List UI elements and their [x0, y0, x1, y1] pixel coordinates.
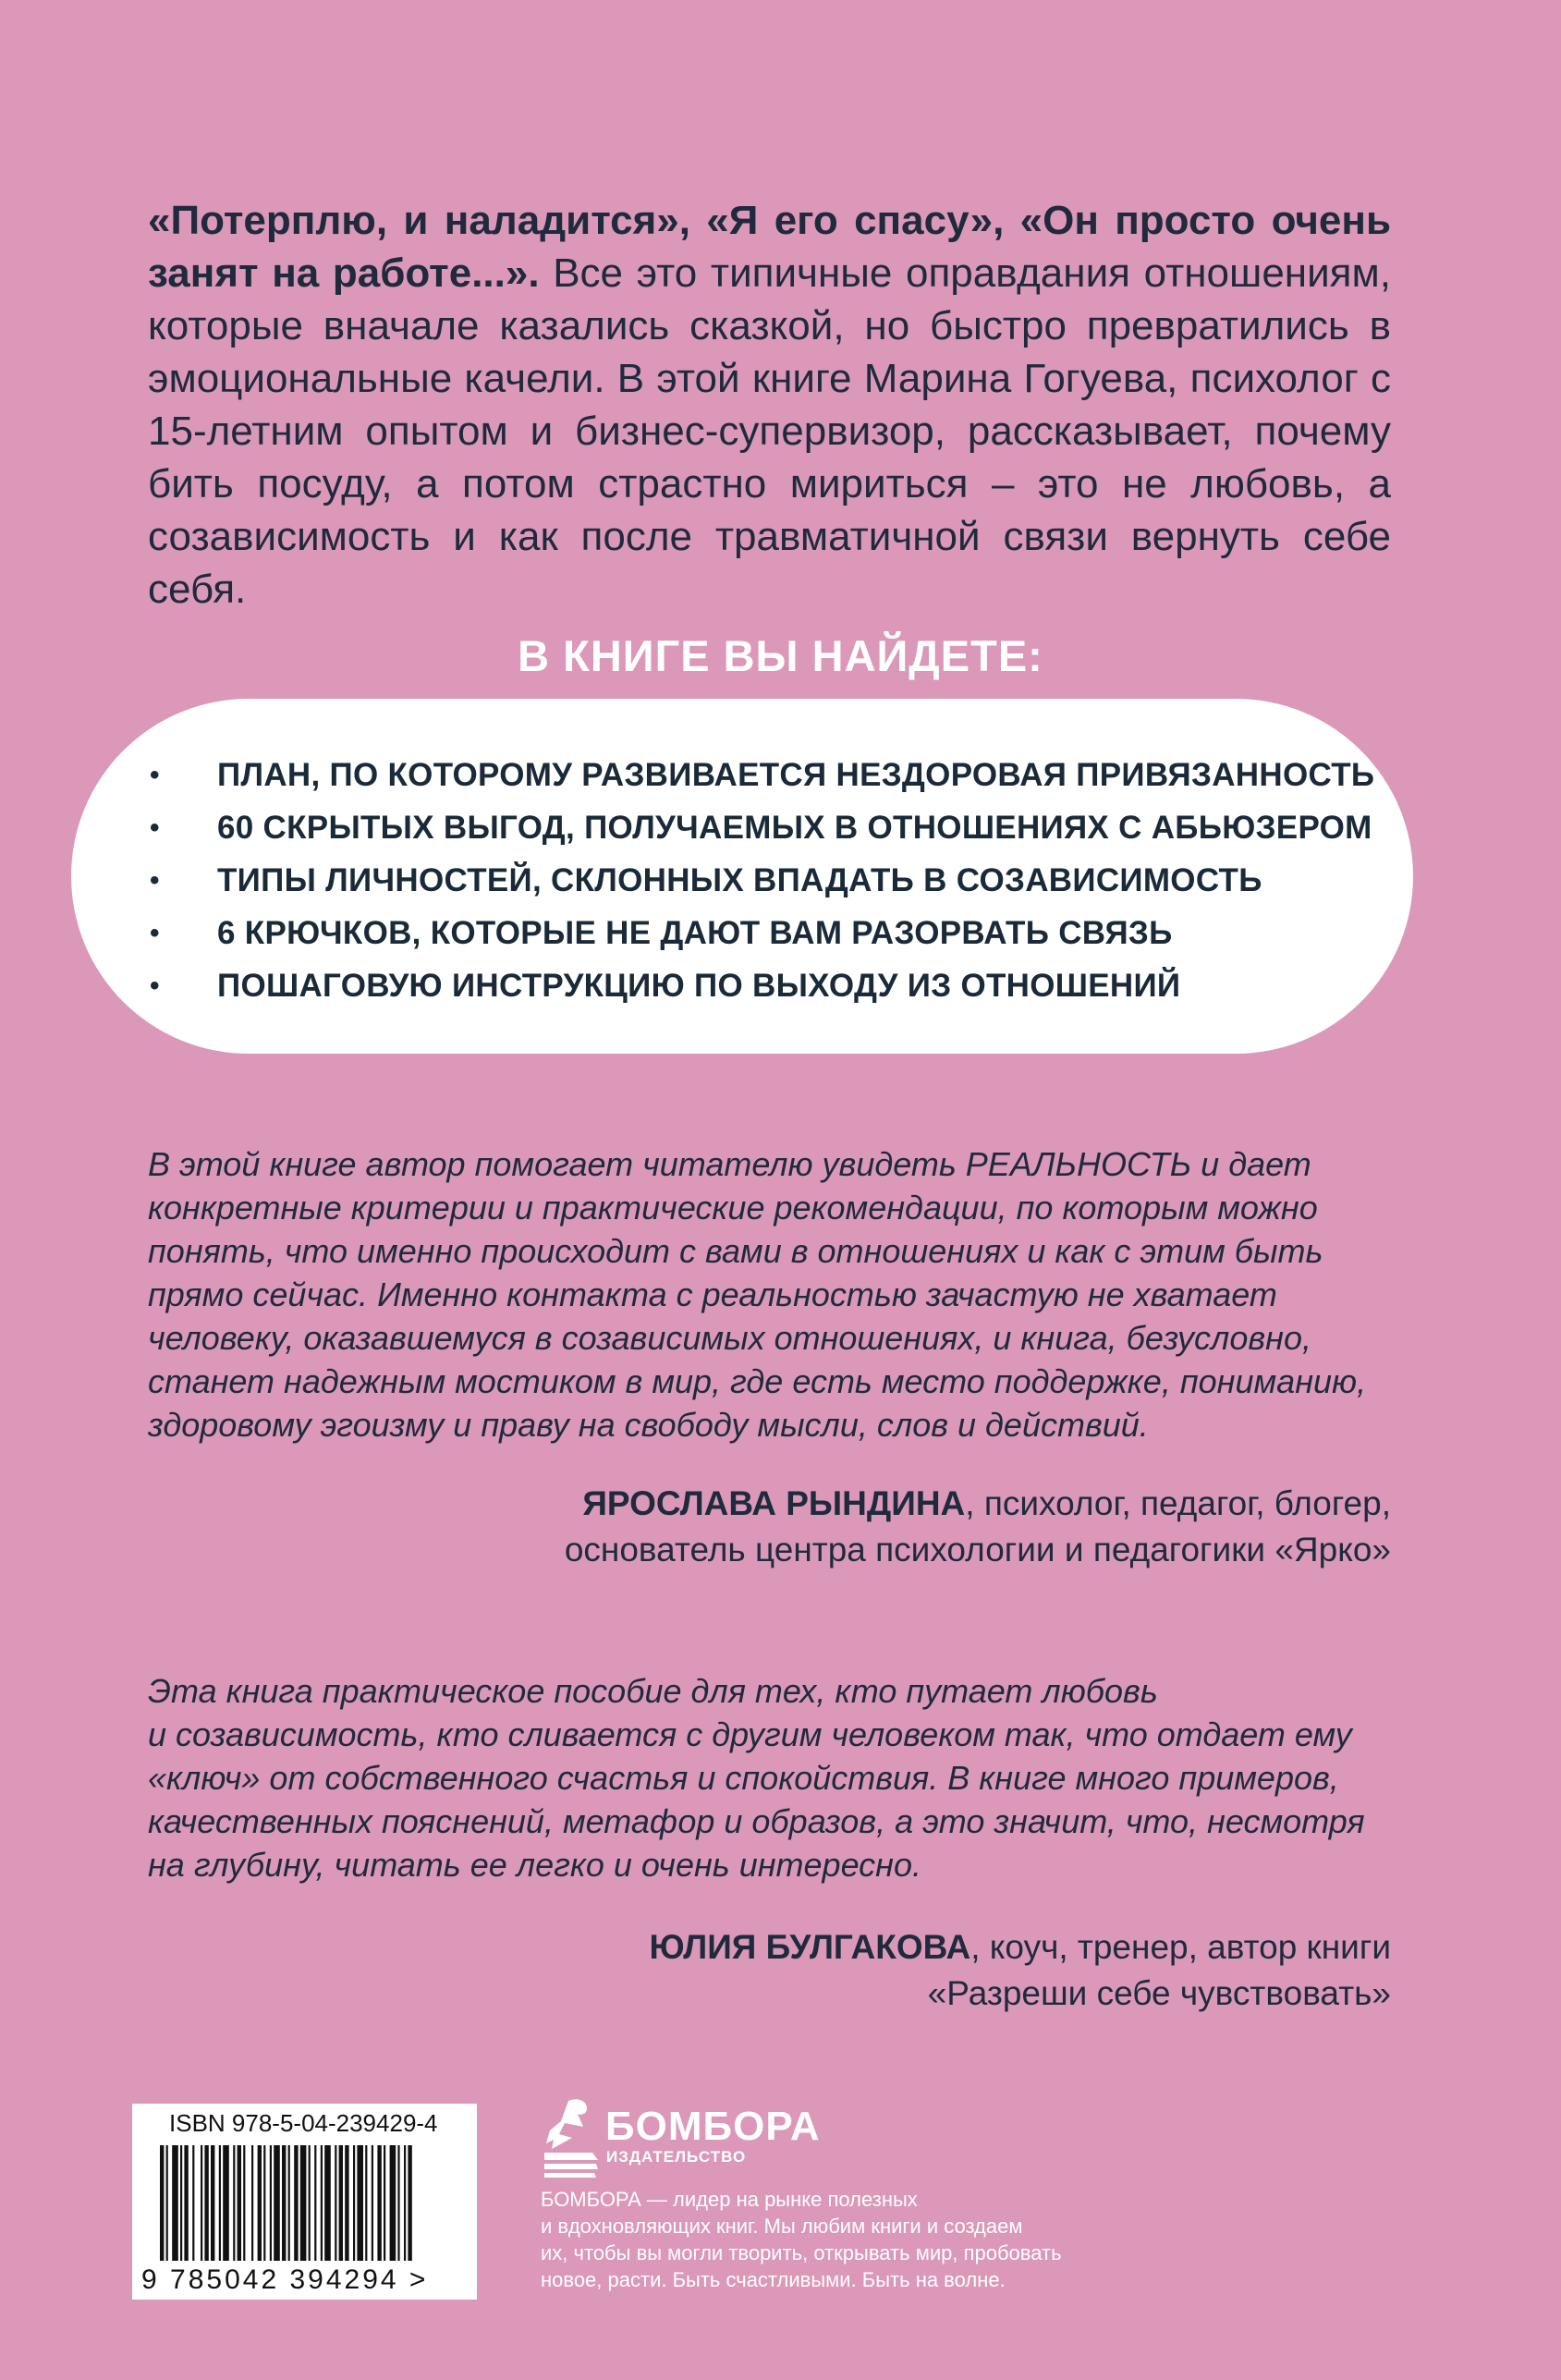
barcode-bar: [219, 2145, 221, 2261]
publisher-line: новое, расти. Быть счастливыми. Быть на волне.: [541, 2268, 1006, 2291]
feature-text: 6 КРЮЧКОВ, КОТОРЫЕ НЕ ДАЮТ ВАМ РАЗОРВАТЬ СВЯЗЬ: [217, 915, 1173, 951]
review-quote-2: [148, 1669, 1391, 1886]
barcode-bar: [309, 2145, 311, 2261]
barcode-bar: [345, 2145, 348, 2261]
features-panel: [71, 699, 1413, 1054]
barcode-bar: [294, 2145, 298, 2261]
feature-text: ПОШАГОВУЮ ИНСТРУКЦИЮ ПО ВЫХОДУ ИЗ ОТНОШЕНИЙ: [217, 968, 1181, 1004]
review-quote-1: [148, 1142, 1391, 1446]
publisher-line: и вдохновляющих книг. Мы любим книги и создаем: [541, 2215, 1023, 2238]
barcode-panel: [132, 2104, 477, 2300]
barcode-bar: [384, 2145, 385, 2261]
review-line: понять, что именно происходит с вами в отношениях и как с этим быть: [148, 1232, 1323, 1270]
reviewer-role-line2: «Разреши себе чувствовать»: [927, 1974, 1391, 2012]
feature-item: [71, 907, 1413, 959]
review-line: качественных пояснений, метафор и образов, а это значит, что, несмотря: [148, 1802, 1365, 1840]
barcode-bar: [184, 2145, 188, 2261]
barcode-bar: [408, 2145, 411, 2261]
publisher-name: БОМБОРА: [605, 2104, 821, 2149]
barcode-bar: [321, 2145, 323, 2261]
bullet-icon: •: [150, 970, 160, 1001]
barcode-bar: [233, 2145, 235, 2261]
feature-text: ТИПЫ ЛИЧНОСТЕЙ, СКЛОННЫХ ВПАДАТЬ В СОЗАВИСИМОСТЬ: [217, 862, 1262, 898]
feature-text: 60 СКРЫТЫХ ВЫГОД, ПОЛУЧАЕМЫХ В ОТНОШЕНИЯХ С АБЬЮЗЕРОМ: [217, 810, 1372, 846]
barcode-bar: [274, 2145, 280, 2261]
intro-bold-quotes: «Потерплю, и наладится», «Я его спасу», «Он просто очень занят на работе...».: [148, 198, 1391, 296]
barcode-bar: [339, 2145, 343, 2261]
publisher-description: [541, 2186, 1132, 2293]
barcode-bar: [263, 2145, 265, 2261]
section-title: В КНИГЕ ВЫ НАЙДЕТЕ:: [518, 631, 1043, 680]
isbn-number: ISBN 978-5-04-239429-4: [169, 2109, 438, 2137]
barcode-bar: [251, 2145, 253, 2261]
feature-item: [71, 749, 1413, 801]
barcode-bar: [160, 2145, 164, 2261]
bombora-logo-icon: [541, 2095, 602, 2179]
barcode-bar: [180, 2145, 182, 2261]
barcode-bar: [357, 2145, 363, 2261]
reviewer-role: , психолог, педагог, блогер,: [965, 1484, 1391, 1522]
barcode-bar: [372, 2145, 373, 2261]
barcode-bar: [192, 2145, 194, 2261]
bullet-icon: •: [150, 918, 160, 948]
review-line: «ключ» от собственного счастья и спокойствия. В книге много примеров,: [148, 1759, 1339, 1797]
barcode-bar: [353, 2145, 355, 2261]
publisher-logo: [541, 2091, 821, 2183]
barcode-bar: [397, 2145, 399, 2261]
bullet-icon: •: [150, 812, 160, 843]
feature-item: [71, 959, 1413, 1012]
review-line: В этой книге автор помогает читателю увидеть РЕАЛЬНОСТЬ и дает: [148, 1145, 1311, 1183]
reviewer-name: ЯРОСЛАВА РЫНДИНА: [582, 1484, 966, 1522]
reviewer-role-line2: основатель центра психологии и педагогики «Ярко»: [564, 1531, 1391, 1568]
feature-text: ПЛАН, ПО КОТОРОМУ РАЗВИВАЕТСЯ НЕЗДОРОВАЯ ПРИВЯЗАННОСТЬ: [217, 757, 1375, 793]
barcode-bar: [324, 2145, 331, 2261]
publisher-line: БОМБОРА — лидер на рынке полезных: [541, 2188, 918, 2211]
review-line: на глубину, читать ее легко и очень интересно.: [148, 1846, 922, 1884]
reviewer-role: , коуч, тренер, автор книги: [970, 1928, 1391, 1966]
feature-item: [71, 854, 1413, 907]
barcode-digits: 9 785042 394294 >: [141, 2264, 429, 2295]
barcode-bar: [365, 2145, 367, 2261]
reviewer-name: ЮЛИЯ БУЛГАКОВА: [649, 1928, 971, 1966]
publisher-line: их, чтобы вы могли творить, открывать мир, пробовать: [541, 2241, 1062, 2264]
barcode-bar: [314, 2145, 316, 2261]
barcode-bar: [201, 2145, 202, 2261]
barcode-bar: [390, 2145, 396, 2261]
barcode-bar: [335, 2145, 336, 2261]
review-attribution-1: [565, 1481, 1391, 1573]
barcode-bar: [377, 2145, 381, 2261]
feature-item: [71, 801, 1413, 854]
intro-paragraph: [148, 194, 1391, 616]
review-line: Эта книга практическое пособие для тех, кто путает любовь: [148, 1672, 1158, 1710]
bullet-icon: •: [150, 760, 160, 790]
barcode-bar: [243, 2145, 245, 2261]
barcode-bar: [288, 2145, 290, 2261]
review-line: станет надежным мостиком в мир, где есть место поддержке, пониманию,: [148, 1362, 1367, 1400]
barcode-icon: [160, 2145, 446, 2265]
barcode-bar: [300, 2145, 307, 2261]
review-line: конкретные критерии и практические рекомендации, по которым можно: [148, 1189, 1318, 1227]
barcode-bar: [223, 2145, 229, 2261]
barcode-bar: [211, 2145, 214, 2261]
review-line: человеку, оказавшемуся в созависимых отношениях, и книга, безусловно,: [148, 1319, 1311, 1357]
review-line: прямо сейчас. Именно контакта с реальностью зачастую не хватает: [148, 1275, 1277, 1313]
review-attribution-2: [650, 1924, 1392, 2017]
barcode-bar: [204, 2145, 208, 2261]
barcode-bar: [238, 2145, 241, 2261]
intro-text: Все это типичные оправдания отношениям, которые вначале казались сказкой, но быстро превратились в эмоциональные качели. В этой книге Марина Гогуева, психолог с 15-летним опытом и бизнес-супервизор, рассказывает, почему бить посуду, а потом страстно мириться – это не любовь, а созависимость и как после травматичной связи вернуть себе себя.: [148, 250, 1391, 612]
barcode-bar: [166, 2145, 168, 2261]
review-line: здоровому эгоизму и праву на свободу мысли, слов и действий.: [148, 1406, 1149, 1444]
barcode-bar: [270, 2145, 272, 2261]
features-list: [71, 749, 1413, 1012]
barcode-bar: [172, 2145, 178, 2261]
barcode-bar: [258, 2145, 262, 2261]
barcode-bar: [404, 2145, 406, 2261]
publisher-subtitle: ИЗДАТЕЛЬСТВО: [606, 2148, 747, 2166]
bullet-icon: •: [150, 865, 160, 896]
review-line: и созависимость, кто сливается с другим человеком так, что отдает ему: [148, 1715, 1352, 1753]
barcode-bar: [282, 2145, 286, 2261]
